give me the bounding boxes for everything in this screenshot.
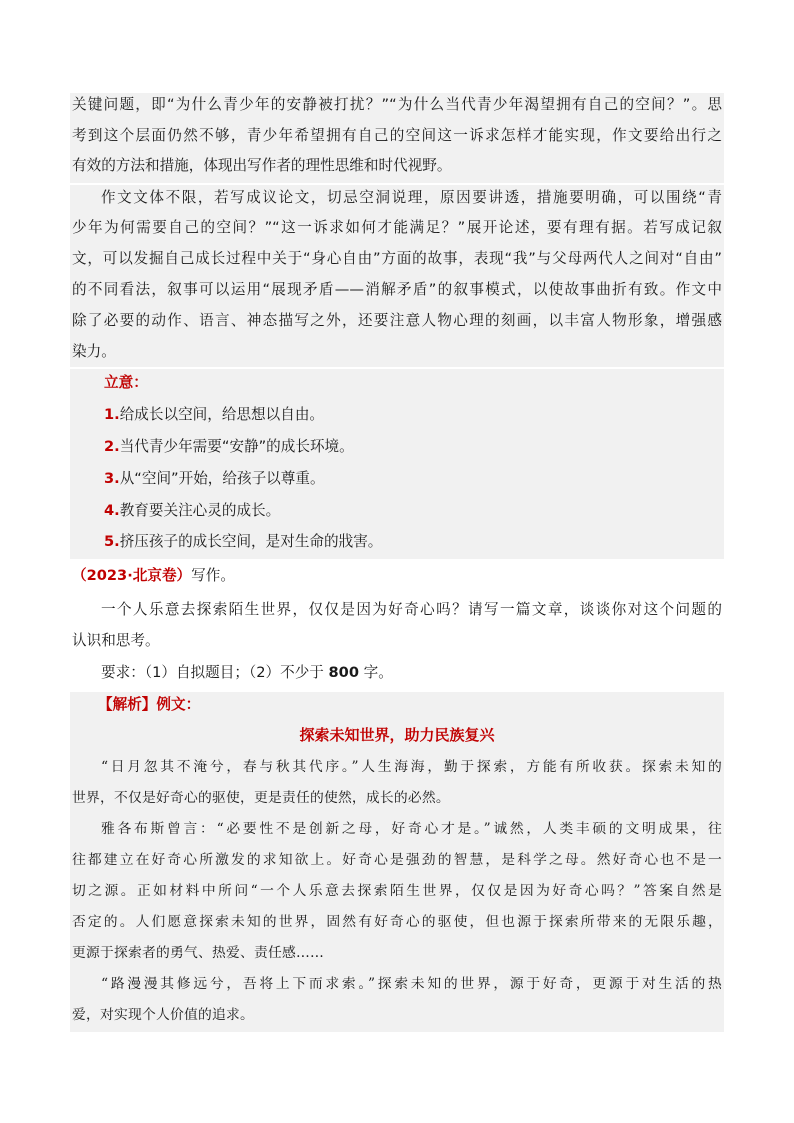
para1-line-2: 考到这个层面仍然不够，青少年希望拥有自己的空间这一诉求怎样才能实现，作文要给出行之 [72,127,722,144]
liyi-item-text: 从“空间”开始，给孩子以尊重。 [119,470,325,487]
question-source: （2023·北京卷） [72,567,192,584]
essay-p2-line-4: 否定的。人们愿意探索未知的世界，固然有好奇心的驱使，但也源于探索所带来的无限乐趣， [72,914,722,930]
essay-title: 探索未知世界，助力民族复兴 [299,726,495,744]
para2-line-5: 除了必要的动作、语言、神态描写之外，还要注意人物心理的刻画，以丰富人物形象，增强感 [72,312,722,329]
essay-p2-line-1: 雅各布斯曾言：“必要性不是创新之母，好奇心才是。”诚然，人类丰硕的文明成果，往 [101,821,722,837]
essay-p3-line-2: 爱，对实现个人价值的追求。 [72,1007,254,1023]
liyi-heading: 立意： [104,374,148,391]
essay-p2-line-5: 更源于探索者的勇气、热爱、责任感…… [72,945,324,961]
liyi-item-1 [104,405,324,425]
liyi-item-number: 5. [104,533,120,550]
para1-line-3: 有效的方法和措施，体现出写作者的理性思维和时代视野。 [72,157,452,174]
para2-line-6: 染力。 [72,343,116,360]
liyi-item-number: 3. [104,470,120,487]
para2-line-4: 的不同看法，叙事可以运用“展现矛盾——消解矛盾”的叙事模式，以使故事曲折有致。作文中 [72,281,722,298]
question-prompt-line-1: 一个人乐意去探索陌生世界，仅仅是因为好奇心吗？请写一篇文章，谈谈你对这个问题的 [101,601,722,618]
question-requirements [101,663,393,683]
para2-line-3: 文，可以发掘自己成长过程中关于“身心自由”方面的故事，表现“我”与父母两代人之间对“自由” [72,250,722,267]
requirements-label: 要求：（1）自拟题目；（2）不少于 [101,664,329,681]
shaded-block-liyi [70,369,724,559]
liyi-item-2 [104,437,354,457]
liyi-item-3 [104,469,325,489]
analysis-label: 【解析】例文： [98,696,201,713]
requirements-word-count: 800 [328,664,359,681]
essay-p2-line-3: 切之源。正如材料中所问“一个人乐意去探索陌生世界，仅仅是因为好奇心吗？”答案自然是 [72,883,722,899]
liyi-item-text: 当代青少年需要“安静”的成长环境。 [119,438,354,455]
liyi-item-4 [104,501,280,521]
liyi-item-text: 挤压孩子的成长空间，是对生命的戕害。 [119,533,383,550]
para1-line-1: 关键问题，即“为什么青少年的安静被打扰？”“为什么当代青少年渴望拥有自己的空间？”。思 [72,96,722,113]
question-source-tail: 写作。 [191,567,235,584]
essay-p3-line-1: “路漫漫其修远兮，吾将上下而求索。”探索未知的世界，源于好奇，更源于对生活的热 [101,976,722,992]
requirements-tail: 字。 [359,664,393,681]
liyi-item-number: 1. [104,406,120,423]
para2-line-1: 作文文体不限，若写成议论文，切忌空洞说理，原因要讲透，措施要明确，可以围绕“青 [101,189,722,206]
essay-p1-line-2: 世界，不仅是好奇心的驱使，更是责任的使然，成长的必然。 [72,790,450,806]
liyi-item-number: 2. [104,438,120,455]
liyi-item-text: 教育要关注心灵的成长。 [119,502,281,519]
question-prompt-line-2: 认识和思考。 [72,632,160,649]
question-source-line [72,566,235,586]
shaded-block-genre [70,185,724,367]
essay-p2-line-2: 往都建立在好奇心所激发的求知欲上。好奇心是强劲的智慧，是科学之母。然好奇心也不是一 [72,852,722,868]
liyi-item-number: 4. [104,502,120,519]
essay-p1-line-1: “日月忽其不淹兮，春与秋其代序。”人生海海，勤于探索，方能有所收获。探索未知的 [101,759,722,775]
liyi-item-5 [104,532,382,552]
liyi-item-text: 给成长以空间，给思想以自由。 [119,406,325,423]
para2-line-2: 少年为何需要自己的空间？”“这一诉求如何才能满足？”展开论述，要有理有据。若写成记叙 [72,219,722,236]
